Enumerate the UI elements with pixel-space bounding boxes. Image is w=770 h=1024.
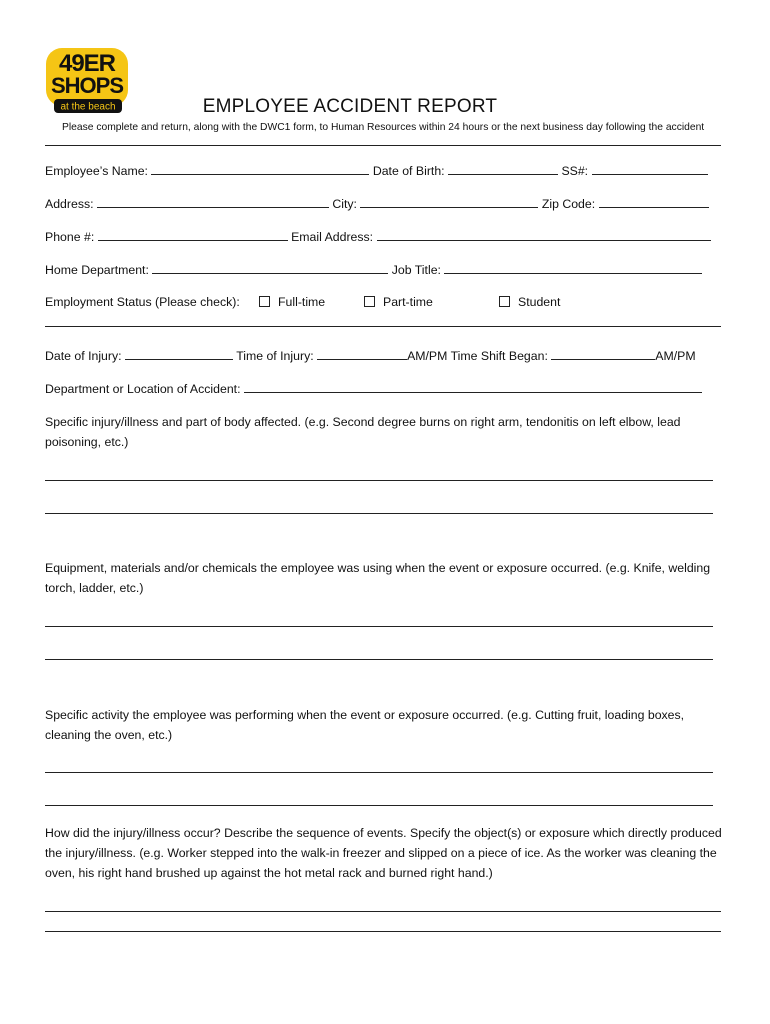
student-checkbox[interactable]	[499, 296, 510, 307]
status-option-fulltime[interactable]: Full-time	[259, 295, 325, 309]
question-activity: Specific activity the employee was performing when the event or exposure occurred. (e.g. Cutting fruit, loading boxes, cleaning the oven, etc.)	[45, 708, 685, 742]
dob-label: Date of Birth:	[372, 164, 445, 178]
time-of-injury-label: Time of Injury:	[236, 349, 314, 363]
header-divider	[45, 145, 721, 146]
employment-status-label: Employment Status (Please check):	[45, 295, 240, 309]
home-department-field[interactable]	[152, 262, 388, 274]
answer-line[interactable]	[45, 513, 713, 514]
employee-name-field[interactable]	[151, 163, 369, 175]
time-of-injury-field[interactable]	[317, 348, 407, 360]
employee-name-row	[45, 163, 708, 178]
phone-label: Phone #:	[45, 230, 95, 244]
logo-tagline: at the beach	[60, 101, 116, 113]
time-shift-began-label: Time Shift Began:	[450, 349, 548, 363]
job-title-label: Job Title:	[391, 263, 441, 277]
answer-line[interactable]	[45, 931, 721, 932]
question-how-occurred: How did the injury/illness occur? Describe the sequence of events. Specify the object(s) or exposure which directly produced the injury/illness. (e.g. Worker stepped into the walk-in freezer and slipped on a piece of ice. As the worker was cleaning the oven, his right hand brushed up against the hot metal rack and burned right hand.)	[45, 826, 722, 880]
phone-field[interactable]	[98, 229, 288, 241]
fulltime-checkbox[interactable]	[259, 296, 270, 307]
answer-line[interactable]	[45, 805, 713, 806]
form-title: EMPLOYEE ACCIDENT REPORT	[202, 96, 498, 117]
date-of-injury-label: Date of Injury:	[45, 349, 122, 363]
logo-line1: 49ER	[58, 50, 116, 77]
job-title-field[interactable]	[444, 262, 702, 274]
shift-ampm-label: AM/PM	[655, 349, 696, 363]
answer-line[interactable]	[45, 480, 713, 481]
address-label: Address:	[45, 197, 94, 211]
ssn-label: SS#:	[561, 164, 589, 178]
address-row	[45, 196, 709, 211]
injury-time-row	[45, 348, 696, 363]
question-equipment: Equipment, materials and/or chemicals the employee was using when the event or exposure occurred. (e.g. Knife, welding torch, ladder, etc.)	[45, 561, 711, 595]
location-row	[45, 381, 702, 396]
location-field[interactable]	[244, 381, 702, 393]
status-option-student[interactable]: Student	[499, 295, 560, 309]
status-option-parttime[interactable]: Part-time	[364, 295, 433, 309]
department-row	[45, 262, 702, 277]
employee-name-label: Employee’s Name:	[45, 164, 148, 178]
parttime-checkbox[interactable]	[364, 296, 375, 307]
location-label: Department or Location of Accident:	[45, 382, 241, 396]
dob-field[interactable]	[448, 163, 558, 175]
city-field[interactable]	[360, 196, 538, 208]
phone-row	[45, 229, 711, 244]
section-divider	[45, 326, 721, 327]
answer-line[interactable]	[45, 911, 721, 912]
time-shift-began-field[interactable]	[551, 348, 655, 360]
zip-label: Zip Code:	[541, 197, 596, 211]
address-field[interactable]	[97, 196, 329, 208]
logo-line2: SHOPS	[50, 73, 124, 98]
answer-line[interactable]	[45, 626, 713, 627]
answer-line[interactable]	[45, 659, 713, 660]
date-of-injury-field[interactable]	[125, 348, 233, 360]
zip-field[interactable]	[599, 196, 709, 208]
form-instructions: Please complete and return, along with the DWC1 form, to Human Resources within 24 hours or the next business day following the accident	[62, 122, 705, 133]
answer-line[interactable]	[45, 772, 713, 773]
injury-ampm-label: AM/PM	[407, 349, 448, 363]
ssn-field[interactable]	[592, 163, 708, 175]
question-injury-description: Specific injury/illness and part of body affected. (e.g. Second degree burns on right arm, tendonitis on left elbow, lead poisoning, etc.)	[45, 415, 681, 449]
email-label: Email Address:	[291, 230, 374, 244]
email-field[interactable]	[377, 229, 711, 241]
home-department-label: Home Department:	[45, 263, 149, 277]
city-label: City:	[332, 197, 357, 211]
